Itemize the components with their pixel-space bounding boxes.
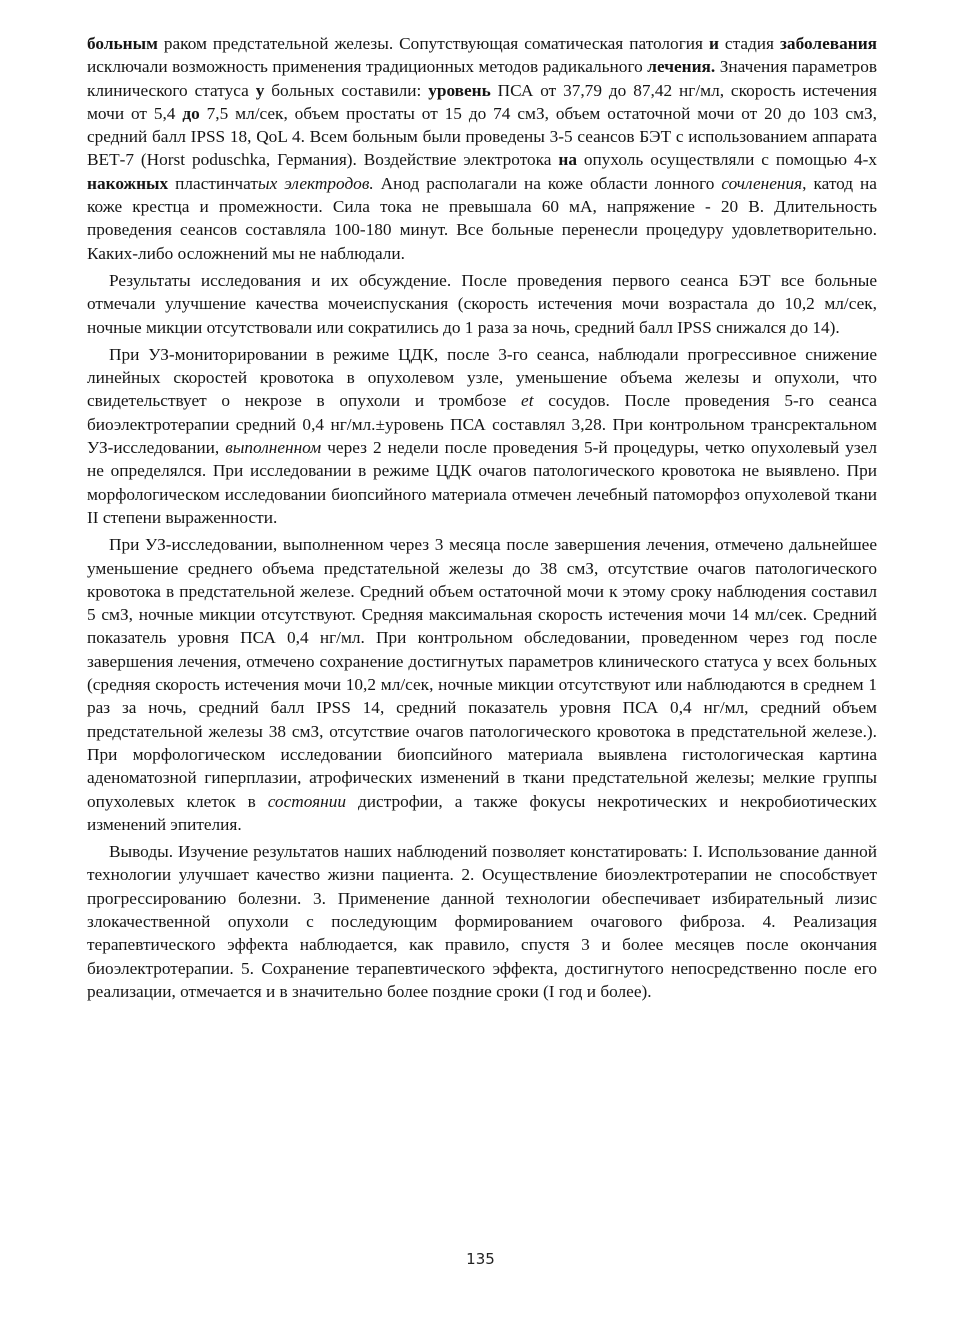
bold-run: у — [255, 80, 265, 100]
bold-run: на — [558, 150, 577, 170]
text-run: Анод располагали на коже области лонного — [373, 173, 722, 193]
text-run: Значения параметров клинического статуса — [87, 57, 877, 100]
text-run: больных составили: — [264, 80, 429, 100]
paragraph-results — [87, 269, 877, 339]
text-run: исключали возможность применения традиционных методов радикального — [87, 57, 648, 77]
italic-run: состоянии — [267, 791, 347, 811]
text-run: , катод на коже крестца и промежности. Сила тока не превышала 60 мА, напряжение - 20 В. Длительность проведения сеансов составляла 100-180 минут. Все больные перенесли процедуру удовлетворительно. Каких-либо осложнений мы не наблюдали. — [87, 173, 877, 263]
bold-run: уровень — [428, 80, 491, 100]
paragraph-follow-up — [87, 533, 877, 836]
text-run: стадия — [718, 34, 780, 53]
paragraph-conclusions — [87, 840, 877, 1003]
italic-run: выполненном — [225, 438, 322, 458]
text-run: ПСА от 37,79 до 87,42 нг/мл, скорость истечения мочи от 5,4 — [87, 80, 878, 123]
document-body — [87, 32, 877, 1007]
bold-run: лечения. — [647, 57, 716, 77]
text-run: Выводы. Изучение результатов наших наблюдений позволяет констатировать: I. Использование данной технологии улучшает качество жизни пациента. 2. Осуществление биоэлектротерапии не способствует прогрессированию болезни. 3. Применение данной технологии обеспечивает избирательный лизис злокачественной опухоли с последующим формированием очагового фиброза. 4. Реализация терапевтического эффекта наблюдается, как правило, спустя 3 и более месяцев после окончания биоэлектротерапии. 5. Сохранение терапевтического эффекта, достигнутого непосредственно после его реализации, отмечается и в значительно более поздние сроки (I год и более). — [87, 842, 877, 1001]
page-number: 135 — [466, 1250, 495, 1268]
paragraph-ultrasound-monitoring — [87, 343, 877, 529]
bold-run: накожных — [87, 173, 169, 193]
text-run: При УЗ-исследовании, выполненном через 3 месяца после завершения лечения, отмечено дальнейшее уменьшение среднего объема предстательной железы до 38 смЗ, отсутствие очагов патологического кровотока в предстательной железе. Средний объем остаточной мочи к этому сроку наблюдения составил 5 смЗ, ночные микции отсутствуют. Средняя максимальная скорость истечения мочи 14 мл/сек. Средний показатель уровня ПСА 0,4 нг/мл. При контрольном обследовании, проведенном через год после завершения лечения, отмечено сохранение достигнутых параметров клинического статуса у всех больных (средняя скорость истечения мочи 10,2 мл/сек, ночные микции отсутствуют или наблюдаются в среднем 1 раз за ночь, средний балл IPSS 14, средний показатель уровня ПСА 0,4 нг/мл, средний объем предстательной железы 38 смЗ, отсутствие очагов патологического кровотока в предстательной железе.). При морфологическом исследовании биопсийного материала выявлена гистологическая картина аденоматозной гиперплазии, атрофических изменений в ткани предстательной железы; мелкие группы опухолевых клеток в — [87, 535, 877, 811]
text-run: При УЗ-мониторировании в режиме ЦДК, после 3-го сеанса, наблюдали прогрессивное снижение линейных скоростей кровотока в опухолевом узле, уменьшение объема железы и опухоли, что свидетельствует о некрозе в опухоли и тромбозе — [87, 344, 877, 411]
text-run: дистрофии, а также фокусы некротических и некробиотических изменений эпителия. — [87, 791, 877, 834]
italic-run: et — [521, 391, 534, 411]
text-run: сосудов. После проведения 5-го сеанса биоэлектротерапии средний 0,4 нг/мл.±уровень ПСА составлял 3,28. При контрольном трансректальном УЗ-исследовании, — [87, 391, 877, 458]
text-run: через 2 недели после проведения 5-й процедуры, четко опухолевый узел не определялся. При исследовании в режиме ЦДК очагов патологического кровотока не выявлено. При морфологическом исследовании биопсийного материала отмечен лечебный патоморфоз опухолевой ткани II степени выраженности. — [87, 438, 877, 527]
text-run: Результаты исследования и их обсуждение. После проведения первого сеанса БЭТ все больные отмечали улучшение качества мочеиспускания (скорость истечения мочи возрастала до 10,2 мл/сек, ночные микции отсутствовали или сократились до 1 раза за ночь, средний балл IPSS снижался до 14). — [87, 270, 877, 337]
italic-run: сочленения — [721, 173, 803, 193]
bold-run: заболевания — [779, 34, 877, 53]
italic-run: ых электродов. — [257, 173, 374, 193]
bold-run: и — [708, 34, 719, 53]
text-run: раком предстательной железы. Сопутствующая соматическая патология — [157, 34, 709, 53]
text-run: пластинчат — [168, 173, 258, 193]
paragraph-methods — [87, 32, 877, 265]
text-run: 7,5 мл/сек, объем простаты от 15 до 74 смЗ, объем остаточной мочи от 20 до 103 смЗ, средний балл IPSS 18, QoL 4. Всем больным были проведены 3-5 сеансов БЭТ с использованием аппарата ВЕТ-7 (Horst poduschka, Германия). Воздействие электротока — [87, 103, 877, 170]
bold-run: больным — [87, 34, 158, 53]
bold-run: до — [182, 103, 200, 123]
text-run: опухоль осуществляли с помощью 4-х — [576, 150, 877, 170]
